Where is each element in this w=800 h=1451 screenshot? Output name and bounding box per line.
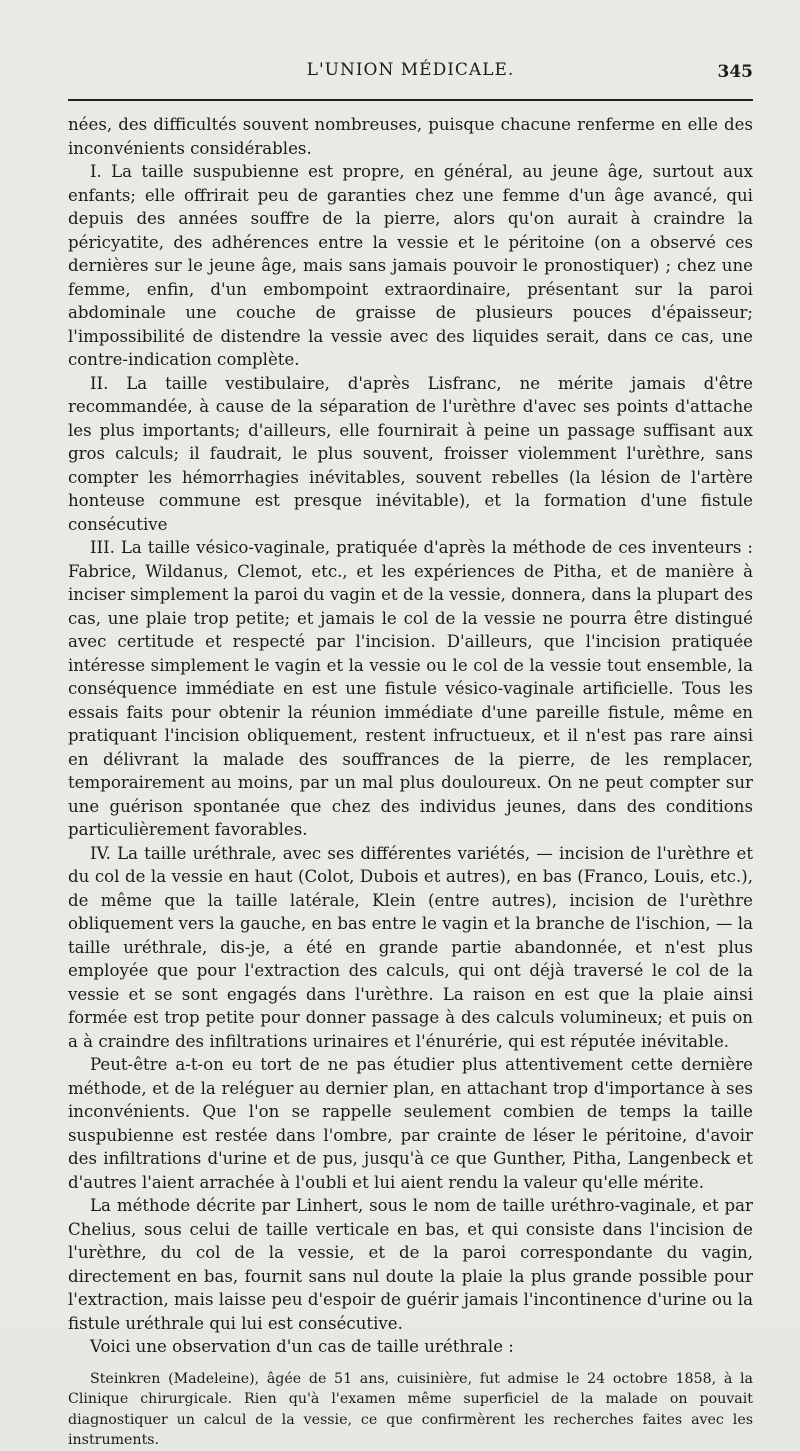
paragraph-taille-vestibulaire: II. La taille vestibulaire, d'après Lisfranc, ne mérite jamais d'être recommandée, à cause de la séparation de l'urèthre d'avec ses points d'attache les plus importants; d'ailleurs, elle fournirait à peine un passage suffisant aux gros calculs; il faudrait, le plus souvent, froisser violemment l'urèthre, sans compter les hémorrhagies inévitables, souvent rebelles (la lésion de l'artère honteuse commune est presque inévitable), et la formation d'une fistule consécutive [68, 373, 753, 534]
running-header [68, 60, 753, 90]
paragraph-taille-suspubienne: I. La taille suspubienne est propre, en général, au jeune âge, surtout aux enfants; elle offrirait peu de garanties chez une femme d'un âge avancé, qui depuis des années souffre de la pierre, alors qu'on aurait à craindre la péricyatite, des adhérences entre la vessie et le péritoine (on a observé ces dernières sur le jeune âge, mais sans jamais pouvoir le pronostiquer) ; chez une femme, enfin, d'un embompoint extraordinaire, présentant sur la paroi abdominale une couche de graisse de plusieurs pouces d'épaisseur; l'impossibilité de distendre la vessie avec des liquides serait, dans ce cas, une contre-indication complète. [68, 162, 753, 369]
paragraph-observation-intro: Voici une observation d'un cas de taille uréthrale : [90, 1337, 514, 1356]
paragraph-taille-urethrale: IV. La taille uréthrale, avec ses différentes variétés, — incision de l'urèthre et du col de la vessie en haut (Colot, Dubois et autres), en bas (Franco, Louis, etc.), de même que la taille latérale, Klein (entre autres), incision de l'urèthre obliquement vers la gauche, en bas entre le vagin et la branche de l'ischion, — la taille uréthrale, dis-je, a été en grande partie abandonnée, et n'est plus employée que pour l'extraction des calculs, qui ont déjà traversé le col de la vessie et se sont engagés dans l'urèthre. La raison en est que la plaie ainsi formée est trop petite pour donner passage à des calculs volumineux; et puis on a à craindre des infiltrations urinaires et l'énurérie, qui est réputée inévitable. [68, 843, 753, 1051]
paragraph-methode-linhert: La méthode décrite par Linhert, sous le nom de taille uréthro-vaginale, et par Chelius, sous celui de taille verticale en bas, et qui consiste dans l'incision de l'urèthre, du col de la vessie, et de la paroi correspondante du vagin, directement en bas, fournit sans nul doute la plaie la plus grande possible pour l'extraction, mais laisse peu d'espoir de guérir jamais l'incontinence d'urine ou la fistule uréthrale qui lui est consécutive. [68, 1196, 753, 1333]
paragraph-continuation: nées, des difficultés souvent nombreuses, puisque chacune renferme en elle des inconvénients considérables. [68, 115, 753, 158]
page-number: 345 [717, 62, 753, 82]
header-rule [68, 99, 753, 101]
article-body [68, 113, 753, 1451]
paragraph-peut-etre: Peut-être a-t-on eu tort de ne pas étudier plus attentivement cette dernière méthode, et de la reléguer au dernier plan, en attachant trop d'importance à ses inconvénients. Que l'on se rappelle seulement combien de temps la taille suspubienne est restée dans l'ombre, par crainte de léser le péritoine, d'avoir des infiltrations d'urine et de pus, jusqu'à ce que Gunther, Pitha, Langenbeck et d'autres l'aient arrachée à l'oubli et lui aient rendu la valeur qu'elle mérite. [68, 1055, 753, 1192]
paragraph-taille-vesico-vaginale: III. La taille vésico-vaginale, pratiquée d'après la méthode de ces inventeurs : Fabrice, Wildanus, Clemot, etc., et les expériences de Pitha, et de manière à inciser simplement la paroi du vagin et de la vessie, donnera, dans la plupart des cas, une plaie trop petite; et jamais le col de la vessie ne pourra être distingué avec certitude et respecté par l'incision. D'ailleurs, que l'incision pratiquée intéresse simplement le vagin et la vessie ou le col de la vessie tout ensemble, la conséquence immédiate en est une fistule vésico-vaginale artificielle. Tous les essais faits pour obtenir la réunion immédiate d'une pareille fistule, même en pratiquant l'incision obliquement, restent infructueux, et il n'est pas rare ainsi en délivrant la malade des souffrances de la pierre, de les remplacer, temporairement au moins, par un mal plus douloureux. On ne peut compter sur une guérison spontanée que chez des individus jeunes, dans des conditions particulièrement favorables. [68, 538, 753, 839]
journal-title: L'UNION MÉDICALE. [306, 60, 515, 80]
observation-note: Steinkren (Madeleine), âgée de 51 ans, cuisinière, fut admise le 24 octobre 1858, à la Clinique chirurgicale. Rien qu'à l'examen même superficiel de la malade on pouvait diagnostiquer un calcul de la vessie, ce que confirmèrent les recherches faites avec les instruments. [68, 1370, 753, 1448]
